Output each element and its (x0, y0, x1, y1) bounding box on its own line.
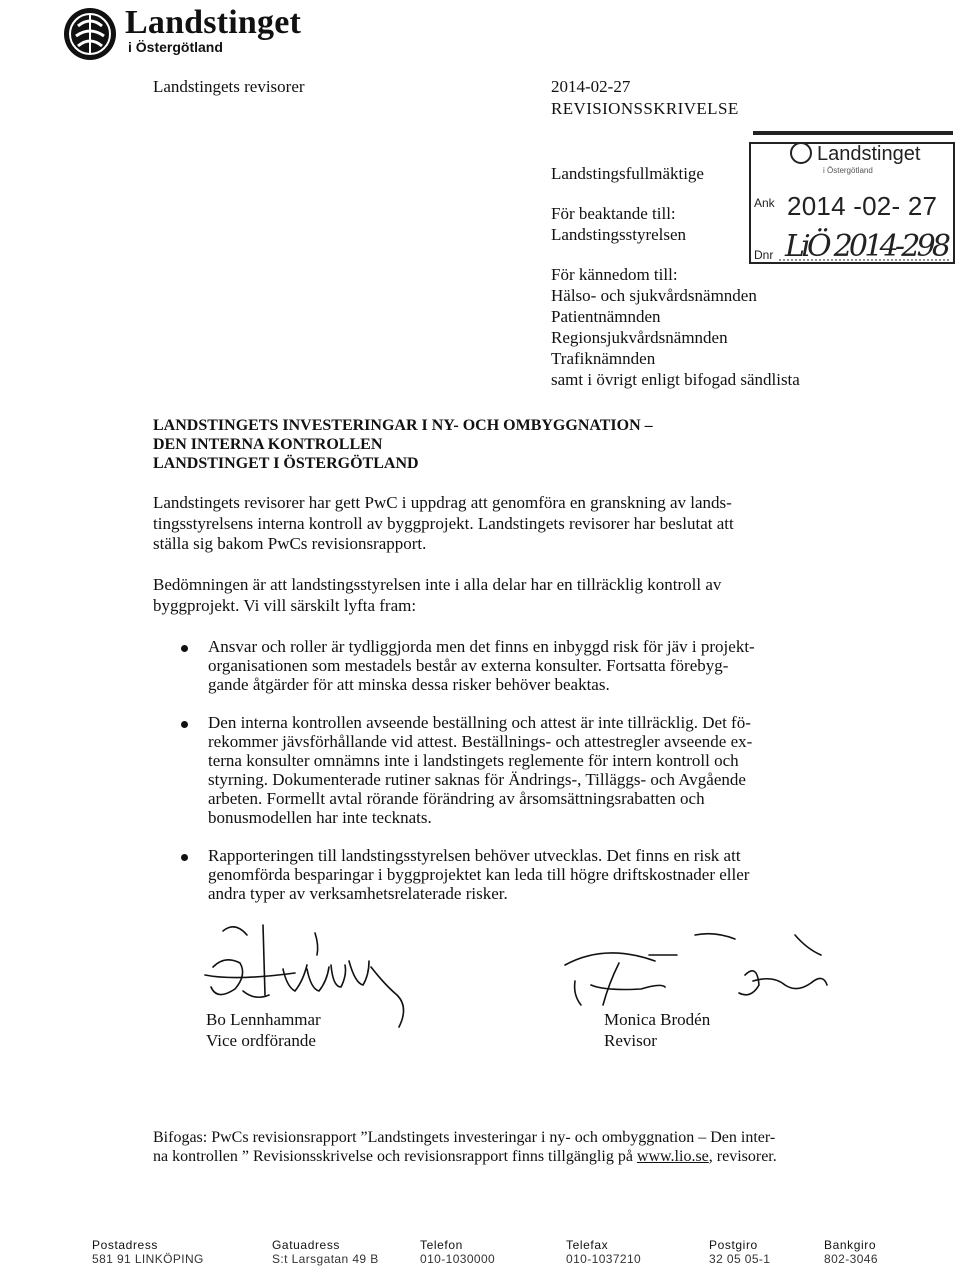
bullet-line: rekommer jävsförhållande vid attest. Beställnings- och attestregler avseende ex- (208, 732, 753, 751)
attachment-text: , revisorer. (708, 1148, 777, 1165)
bullet-line: gande åtgärder för att minska dessa risker behöver beaktas. (208, 675, 610, 694)
attachment-text: na kontrollen ” Revisionsskrivelse och revisionsrapport finns tillgänglig på (153, 1148, 637, 1165)
stamp-dnr-value: LiÖ 2014-298 (785, 229, 951, 264)
footer-label: Postadress (92, 1238, 159, 1252)
bullet-line: Den interna kontrollen avseende beställning och attest är inte tillräcklig. Det fö- (208, 713, 751, 732)
paragraph-line: ställa sig bakom PwCs revisionsrapport. (153, 534, 427, 553)
attachment-line: Bifogas: PwCs revisionsrapport ”Landstingets investeringar i ny- och ombyggnation – Den inter- (153, 1129, 776, 1146)
bullet-line: styrning. Dokumenterade rutiner saknas för Ändrings-, Tilläggs- och Avgående (208, 770, 746, 789)
signatory-2 (604, 1009, 710, 1051)
footer-label: Postgiro (709, 1238, 758, 1252)
bullet-line: Ansvar och roller är tydliggjorda men det finns en inbyggd risk för jäv i projekt- (208, 637, 755, 656)
bullet-icon (181, 854, 188, 861)
footer-label: Telefax (566, 1238, 609, 1252)
info-recipient: samt i övrigt enligt bifogad sändlista (551, 370, 800, 389)
signature-handwriting (545, 895, 850, 1025)
signatory-name: Bo Lennhammar (206, 1010, 321, 1029)
bullet-line: genomförda besparingar i byggprojektet kan leda till högre driftskostnader eller (208, 865, 750, 884)
bullet-line: arbeten. Formellt avtal rörande förändring av årsomsättningsrabatten och (208, 789, 705, 808)
heading-line: LANDSTINGET I ÖSTERGÖTLAND (153, 455, 419, 472)
signatory-role: Revisor (604, 1031, 657, 1050)
footer-value: 010-1030000 (420, 1252, 496, 1266)
stamp-ank-date: 2014 -02- 27 (787, 191, 937, 221)
footer-value: S:t Larsgatan 49 B (272, 1252, 379, 1266)
bullet-list (153, 637, 823, 922)
heading-line: DEN INTERNA KONTROLLEN (153, 436, 383, 453)
bullet-icon (181, 645, 188, 652)
bullet-line: organisationen som mestadels består av externa konsulter. Fortsatta förebyg- (208, 656, 729, 675)
info-label: För kännedom till: (551, 265, 678, 284)
info-recipient: Hälso- och sjukvårdsnämnden (551, 286, 757, 305)
footer-telefax (566, 1238, 641, 1266)
paragraph (153, 493, 813, 555)
footer-postgiro (709, 1238, 770, 1266)
received-stamp (749, 129, 955, 267)
footer-label: Telefon (420, 1238, 463, 1252)
signatory-role: Vice ordförande (206, 1031, 316, 1050)
website-link[interactable]: www.lio.se (636, 1148, 709, 1165)
document-date: 2014-02-27 (551, 77, 631, 96)
footer-label: Bankgiro (824, 1238, 877, 1252)
signatory-1 (206, 1009, 321, 1051)
signatory-name: Monica Brodén (604, 1010, 711, 1029)
sender: Landstingets revisorer (153, 77, 305, 96)
footer-bankgiro (824, 1238, 878, 1266)
footer-value: 010-1037210 (566, 1252, 642, 1266)
footer-value: 32 05 05-1 (709, 1252, 771, 1266)
footer-telefon (420, 1238, 495, 1266)
bullet-line: andra typer av verksamhetsrelaterade risker. (208, 884, 508, 903)
stamp-org-sub: i Östergötland (823, 166, 873, 175)
list-item (153, 637, 823, 694)
paragraph (153, 575, 813, 616)
footer-value: 581 91 LINKÖPING (92, 1252, 204, 1266)
landstinget-logo-icon (62, 6, 118, 62)
logo-subtitle: i Östergötland (128, 39, 223, 55)
heading-line: LANDSTINGETS INVESTERINGAR I NY- OCH OMBYGGNATION – (153, 417, 653, 434)
footer-postadress (92, 1238, 204, 1266)
paragraph-line: Bedömningen är att landstingsstyrelsen inte i alla delar har en tillräcklig kontroll av (153, 575, 722, 594)
paragraph-line: tingsstyrelsens interna kontroll av byggprojekt. Landstingets revisorer har beslutat att (153, 513, 734, 533)
footer-label: Gatuadress (272, 1238, 341, 1252)
document-type: REVISIONSSKRIVELSE (551, 99, 739, 118)
logo-name: Landstinget (125, 4, 302, 41)
info-recipient: Patientnämnden (551, 307, 661, 326)
footer-value: 802-3046 (824, 1252, 878, 1266)
footer-gatuadress (272, 1238, 379, 1266)
bullet-line: Rapporteringen till landstingsstyrelsen behöver utvecklas. Det finns en risk att (208, 846, 741, 865)
bullet-line: bonusmodellen har inte tecknats. (208, 808, 432, 827)
paragraph-line: Landstingets revisorer har gett PwC i uppdrag att genomföra en granskning av lands- (153, 493, 732, 512)
consideration-recipient: Landstingsstyrelsen (551, 225, 687, 244)
stamp-dnr-label: Dnr (754, 248, 774, 262)
bullet-line: terna konsulter omnämns inte i landstingets reglemente för intern kontroll och (208, 751, 739, 770)
list-item (153, 713, 823, 827)
document-heading (153, 416, 653, 473)
stamp-org: Landstinget (817, 143, 921, 165)
recipient-main: Landstingsfullmäktige (551, 164, 704, 183)
info-recipient: Regionsjukvårdsnämnden (551, 328, 728, 347)
bullet-icon (181, 721, 188, 728)
paragraph-line: byggprojekt. Vi vill särskilt lyfta fram: (153, 595, 417, 615)
attachment-line (153, 1147, 833, 1166)
attachment-note (153, 1128, 833, 1166)
stamp-ank-label: Ank (754, 196, 775, 210)
info-recipient: Trafiknämnden (551, 349, 656, 368)
consideration-label: För beaktande till: (551, 204, 676, 223)
